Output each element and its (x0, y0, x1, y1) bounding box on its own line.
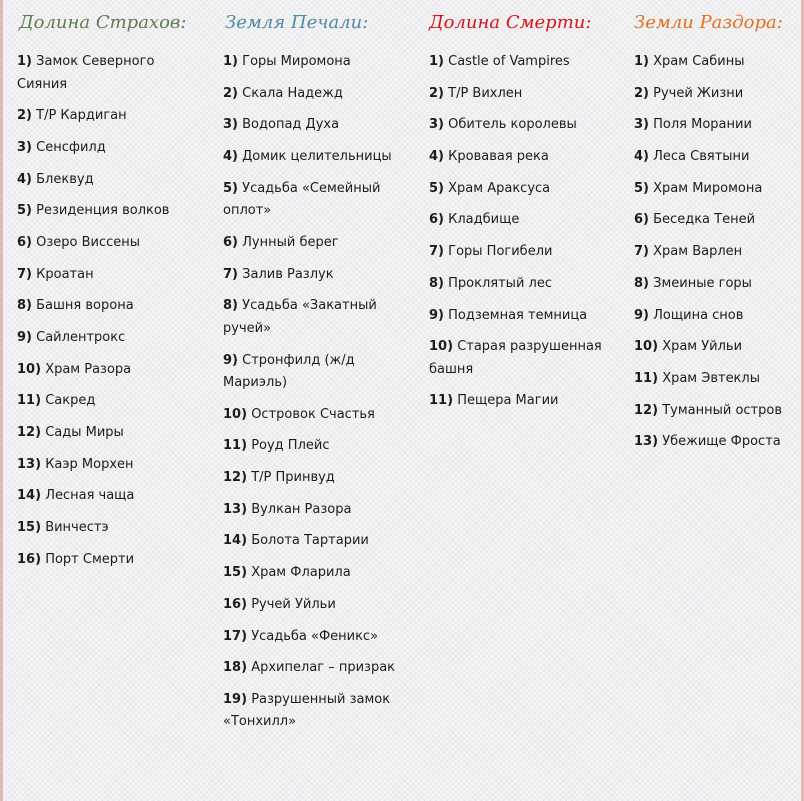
list-item (634, 336, 796, 359)
list-item (223, 264, 413, 287)
item-number: 19) (223, 691, 248, 707)
item-number: 14) (17, 488, 42, 504)
item-text: Горы Миромона (242, 54, 351, 69)
list-item (223, 689, 413, 734)
item-text: Ручей Уйльи (251, 596, 336, 612)
list-item (429, 83, 619, 106)
list-item (17, 485, 207, 508)
list-item (634, 273, 796, 296)
list-item (17, 264, 207, 287)
item-text: Порт Смерти (45, 551, 135, 567)
item-number: 2) (429, 85, 444, 101)
list-item (223, 657, 413, 680)
list-item (223, 295, 413, 340)
column-title: Долина Страхов: (19, 12, 187, 33)
item-number: 11) (634, 370, 659, 386)
location-list (223, 51, 413, 734)
item-text: Архипелаг – призрак (251, 660, 396, 676)
item-number: 6) (429, 212, 444, 228)
location-list (634, 51, 796, 454)
list-item (429, 390, 619, 413)
list-item (223, 114, 413, 137)
item-number: 15) (17, 520, 42, 536)
list-item (429, 146, 619, 169)
item-number: 1) (634, 54, 649, 69)
item-text: Стронфилд (ж/д Мариэль) (223, 352, 355, 390)
item-text: Ручей Жизни (653, 85, 744, 101)
item-text: Замок Северного Сияния (17, 54, 155, 92)
column-dolina-smerti (429, 10, 619, 422)
list-item (17, 169, 207, 192)
item-text: Храм Уйльи (662, 339, 743, 355)
item-text: Обитель королевы (448, 117, 577, 133)
list-item (429, 336, 619, 381)
item-text: Лунный берег (242, 234, 339, 250)
item-number: 11) (223, 438, 248, 454)
list-item (17, 295, 207, 318)
item-text: Скала Надежд (242, 85, 343, 101)
item-text: Поля Морании (653, 117, 752, 133)
list-item (223, 594, 413, 617)
item-text: Лесная чаща (45, 488, 135, 504)
item-text: Т/Р Принвуд (251, 470, 335, 486)
list-item (17, 422, 207, 445)
item-text: Островок Счастья (251, 406, 375, 422)
item-number: 1) (223, 54, 238, 69)
item-number: 3) (429, 117, 444, 133)
item-text: Разрушенный замок «Тонхилл» (223, 691, 391, 730)
item-number: 3) (223, 117, 238, 133)
item-text: Кровавая река (448, 149, 549, 165)
item-number: 6) (634, 212, 649, 228)
list-item (223, 467, 413, 490)
item-text: Кроатан (36, 266, 94, 282)
item-number: 4) (223, 149, 238, 165)
item-number: 12) (17, 425, 42, 441)
item-number: 17) (223, 628, 248, 644)
item-text: Подземная темница (448, 307, 588, 323)
item-text: Вулкан Разора (251, 501, 352, 517)
item-number: 11) (17, 393, 42, 409)
item-number: 13) (223, 501, 248, 517)
item-number: 16) (17, 551, 42, 567)
item-number: 8) (223, 298, 238, 314)
list-item (223, 499, 413, 522)
list-item (223, 178, 413, 223)
item-text: Каэр Морхен (45, 456, 134, 472)
item-text: Озеро Виссены (36, 234, 141, 250)
list-item (17, 200, 207, 223)
item-number: 1) (429, 54, 444, 69)
item-text: Блеквуд (36, 171, 94, 187)
item-text: Болота Тартарии (251, 533, 369, 549)
item-number: 5) (223, 180, 238, 196)
list-item (17, 105, 207, 128)
list-item (634, 431, 796, 454)
item-text: Роуд Плейс (251, 438, 330, 454)
list-item (17, 137, 207, 160)
list-item (223, 146, 413, 169)
list-item (17, 549, 207, 572)
item-text: Пещера Магии (457, 393, 559, 409)
item-text: Храм Разора (45, 361, 132, 377)
list-item (429, 305, 619, 328)
list-item (634, 114, 796, 137)
list-item (223, 83, 413, 106)
item-text: Храм Фларила (251, 565, 351, 581)
list-item (223, 562, 413, 585)
list-item (429, 273, 619, 296)
list-item (429, 114, 619, 137)
item-text: Храм Араксуса (448, 180, 551, 196)
item-text: Сады Миры (45, 425, 124, 441)
item-number: 9) (634, 307, 649, 323)
item-number: 12) (223, 470, 248, 486)
item-number: 7) (429, 244, 444, 260)
item-text: Усадьба «Семейный оплот» (223, 180, 381, 219)
column-title: Земля Печали: (225, 12, 369, 33)
item-number: 2) (17, 108, 32, 124)
list-item (223, 435, 413, 458)
item-text: Усадьба «Феникс» (251, 628, 379, 644)
item-number: 10) (223, 406, 248, 422)
item-text: Усадьба «Закатный ручей» (223, 298, 377, 336)
item-text: Кладбище (448, 212, 520, 228)
item-number: 3) (634, 117, 649, 133)
item-number: 10) (634, 339, 659, 355)
item-number: 7) (223, 266, 238, 282)
column-dolina-strakhov (17, 10, 207, 581)
item-text: Сакред (45, 393, 96, 409)
item-number: 7) (634, 244, 649, 260)
item-text: Резиденция волков (36, 203, 170, 219)
item-number: 14) (223, 533, 248, 549)
list-item (429, 209, 619, 232)
list-item (634, 209, 796, 232)
item-text: Лощина снов (653, 307, 744, 323)
list-item (634, 83, 796, 106)
item-text: Горы Погибели (448, 244, 553, 260)
item-number: 4) (634, 149, 649, 165)
list-item (223, 530, 413, 553)
item-text: Сайлентрокс (36, 330, 126, 345)
item-number: 9) (429, 307, 444, 323)
list-item (634, 241, 796, 264)
list-item (634, 368, 796, 391)
list-item (429, 178, 619, 201)
item-number: 10) (17, 361, 42, 377)
column-title: Земли Раздора: (634, 12, 783, 33)
list-item (17, 359, 207, 382)
list-item (634, 305, 796, 328)
list-item (223, 232, 413, 255)
item-text: Храм Сабины (653, 54, 745, 69)
item-text: Сенсфилд (36, 139, 106, 155)
list-item (429, 241, 619, 264)
list-item (17, 51, 207, 96)
item-number: 2) (223, 85, 238, 101)
item-number: 5) (429, 180, 444, 196)
list-item (429, 51, 619, 74)
item-text: Храм Миромона (653, 180, 763, 196)
item-number: 10) (429, 339, 454, 355)
list-item (223, 404, 413, 427)
item-text: Т/Р Кардиган (36, 108, 127, 124)
item-text: Castle of Vampires (448, 54, 570, 69)
item-number: 9) (17, 330, 32, 345)
item-number: 4) (17, 171, 32, 187)
item-number: 8) (17, 298, 32, 314)
item-number: 13) (634, 434, 659, 450)
list-item (17, 454, 207, 477)
item-text: Т/Р Вихлен (448, 85, 523, 101)
item-number: 1) (17, 54, 32, 69)
item-text: Старая разрушенная башня (429, 339, 602, 377)
location-list (429, 51, 619, 413)
item-number: 16) (223, 596, 248, 612)
item-text: Беседка Теней (653, 212, 756, 228)
item-number: 5) (17, 203, 32, 219)
item-number: 18) (223, 660, 248, 676)
item-number: 4) (429, 149, 444, 165)
list-item (634, 51, 796, 74)
item-text: Храм Эвтеклы (662, 370, 760, 386)
item-text: Проклятый лес (448, 275, 552, 291)
list-item (17, 327, 207, 350)
location-list (17, 51, 207, 571)
item-text: Змеиные горы (653, 275, 752, 291)
list-item (223, 626, 413, 649)
item-text: Водопад Духа (242, 117, 340, 133)
item-text: Залив Разлук (242, 266, 334, 282)
item-number: 7) (17, 266, 32, 282)
item-number: 9) (223, 352, 238, 368)
list-item (17, 517, 207, 540)
item-text: Леса Святыни (653, 149, 750, 165)
list-item (223, 51, 413, 74)
list-item (634, 146, 796, 169)
list-item (634, 400, 796, 423)
item-number: 5) (634, 180, 649, 196)
item-text: Башня ворона (36, 298, 134, 314)
column-zemli-razdora (634, 10, 796, 463)
item-number: 11) (429, 393, 454, 409)
item-number: 3) (17, 139, 32, 155)
item-number: 6) (223, 234, 238, 250)
item-text: Убежище Фроста (662, 434, 781, 450)
list-item (17, 232, 207, 255)
item-text: Домик целительницы (242, 149, 392, 165)
item-number: 8) (429, 275, 444, 291)
item-number: 12) (634, 402, 659, 418)
item-text: Храм Варлен (653, 244, 743, 260)
list-item (634, 178, 796, 201)
item-text: Винчестэ (45, 520, 109, 536)
list-item (17, 390, 207, 413)
item-number: 8) (634, 275, 649, 291)
item-number: 2) (634, 85, 649, 101)
item-number: 6) (17, 234, 32, 250)
column-zemlya-pechali (223, 10, 413, 743)
column-title: Долина Смерти: (429, 12, 592, 33)
item-number: 13) (17, 456, 42, 472)
item-number: 15) (223, 565, 248, 581)
item-text: Туманный остров (662, 402, 782, 418)
list-item (223, 350, 413, 395)
